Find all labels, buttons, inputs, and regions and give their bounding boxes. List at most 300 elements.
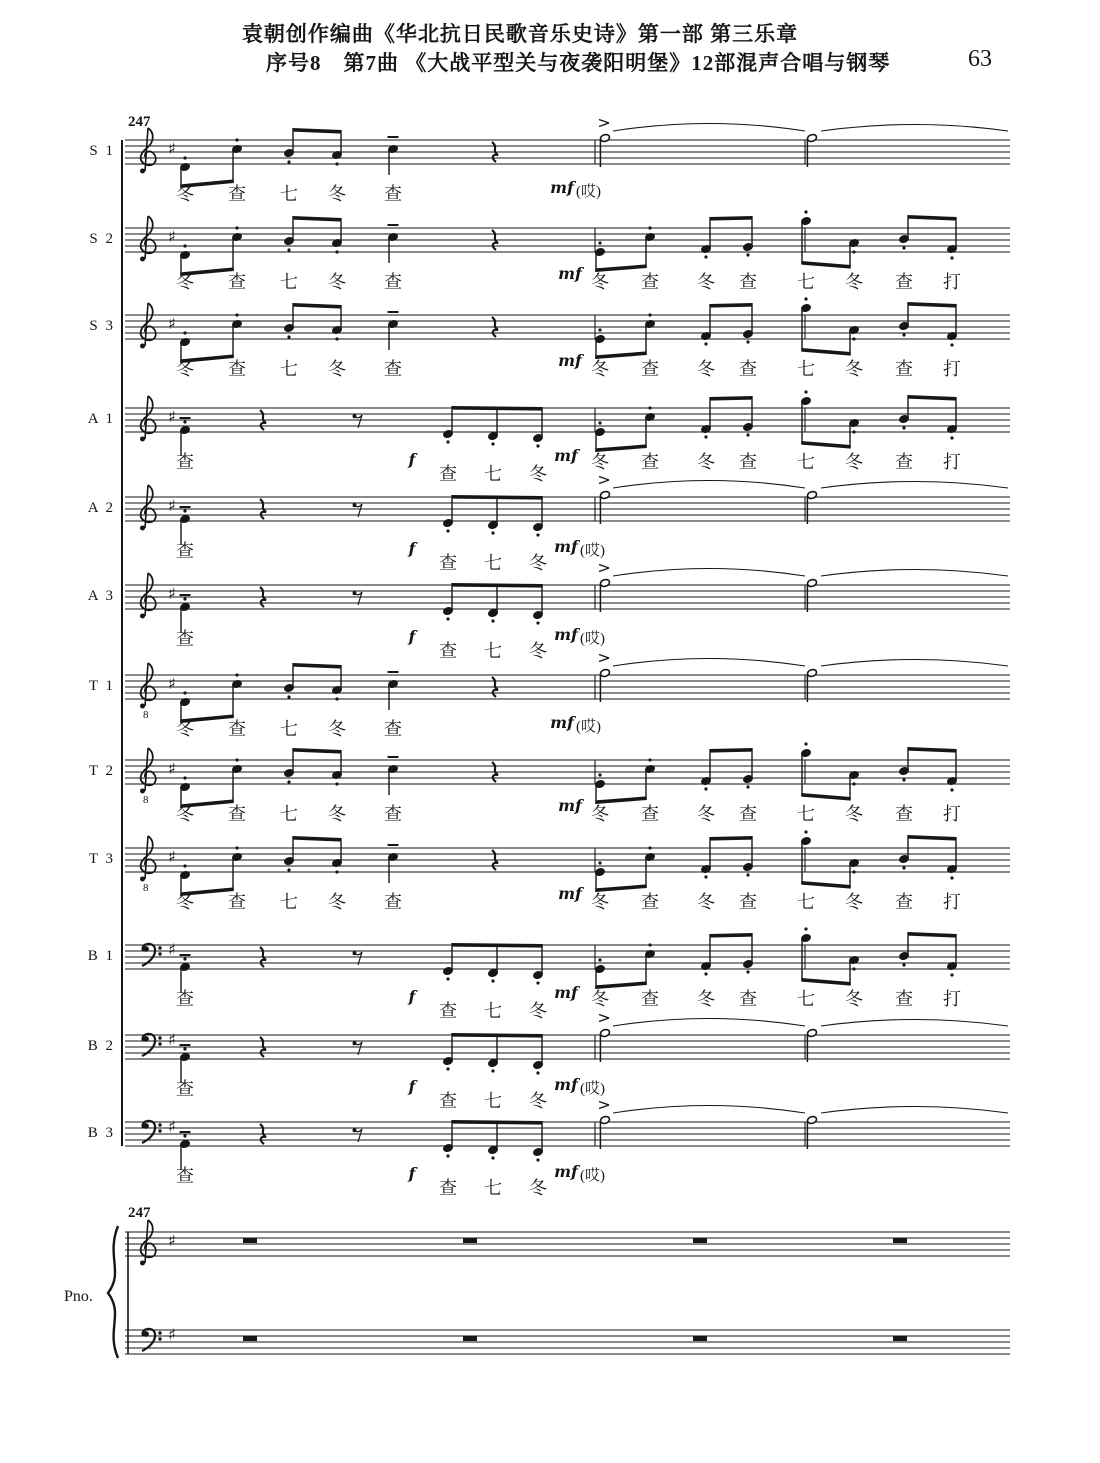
lyric-syllable: 查: [895, 272, 913, 292]
staccato-dot: [648, 758, 651, 761]
dynamic-mf: mf: [550, 178, 574, 197]
lyric-syllable: 查: [641, 272, 659, 292]
dynamic-ai: (哎): [580, 631, 605, 647]
lyric-syllable: 七: [280, 892, 298, 912]
dynamic-f: f: [408, 987, 416, 1006]
notation-path: [613, 1106, 805, 1114]
lyric-syllable: 查: [176, 541, 194, 561]
dynamic-mf: mf: [554, 625, 578, 644]
lyric-syllable: 冬: [591, 989, 609, 1009]
staccato-dot: [446, 440, 449, 443]
lyric-syllable: 冬: [845, 804, 863, 824]
dynamic-f: f: [408, 450, 416, 469]
staccato-dot: [804, 390, 807, 393]
dynamic-mf: mf: [554, 446, 578, 465]
lyric-syllable: 冬: [697, 359, 715, 379]
lyric-syllable: 查: [228, 359, 246, 379]
staccato-dot: [491, 1069, 494, 1072]
lyric-syllable: 七: [797, 804, 815, 824]
whole-rest: [893, 1336, 907, 1341]
staccato-dot: [287, 248, 290, 251]
beam: [709, 303, 752, 308]
beam: [907, 215, 956, 221]
half-notehead: [807, 490, 818, 499]
voice-label: S 2: [89, 231, 115, 247]
staccato-dot: [746, 970, 749, 973]
lyric-syllable: 七: [484, 641, 502, 661]
voice-label: B 2: [87, 1038, 115, 1054]
notation-path: [613, 659, 805, 667]
lyric-syllable: 打: [943, 272, 961, 292]
whole-rest: [893, 1238, 907, 1243]
staccato-dot: [287, 868, 290, 871]
octave-8: 8: [143, 709, 149, 721]
staccato-dot: [183, 420, 186, 423]
lyric-syllable: 七: [280, 719, 298, 739]
staccato-dot: [902, 866, 905, 869]
half-notehead: [807, 578, 818, 587]
lyric-syllable: 七: [484, 1091, 502, 1111]
staccato-dot: [704, 787, 707, 790]
beam: [709, 933, 752, 938]
beam: [451, 406, 542, 411]
lyric-syllable: 打: [943, 989, 961, 1009]
staff-line: [599, 1102, 609, 1106]
lyric-syllable: 冬: [845, 452, 863, 472]
bass-clef-dot: [158, 952, 161, 955]
beam: [907, 747, 956, 753]
staccato-dot: [235, 313, 238, 316]
beam: [451, 583, 542, 588]
beam: [907, 932, 956, 938]
lyric-syllable: 冬: [591, 892, 609, 912]
staccato-dot: [183, 331, 186, 334]
lyric-syllable: 冬: [529, 1178, 547, 1198]
lyric-syllable: 冬: [328, 892, 346, 912]
lyric-syllable: 七: [484, 464, 502, 484]
lyric-syllable: 冬: [697, 989, 715, 1009]
lyric-syllable: 七: [797, 989, 815, 1009]
half-notehead: [600, 490, 611, 499]
dynamic-mf: mf: [554, 983, 578, 1002]
dynamic-ai: (哎): [580, 543, 605, 559]
lyric-syllable: 查: [641, 804, 659, 824]
staccato-dot: [852, 782, 855, 785]
staccato-dot: [950, 973, 953, 976]
lyric-syllable: 冬: [176, 272, 194, 292]
staccato-dot: [950, 256, 953, 259]
lyric-syllable: 冬: [176, 184, 194, 204]
bass-clef-dot: [158, 1123, 161, 1126]
lyric-syllable: 冬: [529, 641, 547, 661]
half-notehead: [600, 578, 611, 587]
staccato-dot: [598, 241, 601, 244]
staccato-dot: [950, 343, 953, 346]
staccato-dot: [287, 695, 290, 698]
staccato-dot: [183, 1047, 186, 1050]
lyric-syllable: 查: [228, 272, 246, 292]
staccato-dot: [335, 337, 338, 340]
notation-path: [613, 1019, 805, 1027]
score-title-line2: 序号8 第7曲 《大战平型关与夜袭阳明堡》12部混声合唱与钢琴: [266, 51, 891, 75]
score-title-line1: 袁朝创作编曲《华北抗日民歌音乐史诗》第一部 第三乐章: [241, 22, 799, 46]
staccato-dot: [704, 875, 707, 878]
whole-rest: [693, 1238, 707, 1243]
bass-clef-dot: [158, 1331, 161, 1334]
lyric-syllable: 查: [439, 1178, 457, 1198]
staccato-dot: [704, 255, 707, 258]
notation-path: [613, 569, 805, 577]
lyric-syllable: 查: [895, 359, 913, 379]
bass-clef-dot: [158, 1129, 161, 1132]
staccato-dot: [902, 246, 905, 249]
lyric-syllable: 七: [484, 1178, 502, 1198]
lyric-syllable: 冬: [176, 804, 194, 824]
dynamic-f: f: [408, 627, 416, 646]
staff-line: [599, 1015, 609, 1019]
lyric-syllable: 查: [739, 892, 757, 912]
lyric-syllable: 打: [943, 359, 961, 379]
lyric-syllable: 查: [176, 989, 194, 1009]
beam: [451, 1120, 542, 1125]
lyric-syllable: 查: [384, 892, 402, 912]
dynamic-mf: mf: [558, 796, 582, 815]
staff-line: [599, 655, 609, 659]
key-signature-sharp: ♯: [168, 227, 176, 246]
staccato-dot: [491, 531, 494, 534]
beam: [709, 748, 752, 753]
staccato-dot: [446, 1067, 449, 1070]
staccato-dot: [491, 442, 494, 445]
lyric-syllable: 冬: [697, 804, 715, 824]
staccato-dot: [335, 162, 338, 165]
staff-line: [599, 1105, 609, 1109]
lyric-syllable: 七: [797, 359, 815, 379]
lyric-syllable: 冬: [328, 272, 346, 292]
lyric-syllable: 查: [439, 641, 457, 661]
dynamic-mf: mf: [554, 1075, 578, 1094]
staccato-dot: [446, 977, 449, 980]
staccato-dot: [235, 138, 238, 141]
dynamic-mf: mf: [550, 713, 574, 732]
notation-path: [821, 660, 1008, 667]
half-notehead: [807, 668, 818, 677]
voice-label: T 2: [88, 763, 115, 779]
notation-path: [821, 1107, 1008, 1114]
lyric-syllable: 查: [739, 359, 757, 379]
bass-clef-dot: [158, 1042, 161, 1045]
staccato-dot: [950, 876, 953, 879]
lyric-syllable: 查: [384, 272, 402, 292]
voice-label: A 1: [87, 411, 115, 427]
lyric-syllable: 冬: [176, 892, 194, 912]
staccato-dot: [902, 963, 905, 966]
staccato-dot: [287, 780, 290, 783]
staff-line: [599, 480, 609, 484]
treble-clef-hook: [140, 614, 145, 619]
notation-path: [821, 570, 1008, 577]
half-notehead: [600, 668, 611, 677]
lyric-syllable: 冬: [845, 892, 863, 912]
dynamic-ai: (哎): [580, 1081, 605, 1097]
staccato-dot: [446, 1154, 449, 1157]
key-signature-sharp: ♯: [168, 1030, 176, 1049]
treble-clef-hook: [140, 1261, 145, 1266]
lyric-syllable: 七: [484, 1001, 502, 1021]
voice-label: B 3: [87, 1125, 115, 1141]
dynamic-mf: mf: [554, 537, 578, 556]
octave-8: 8: [143, 882, 149, 894]
half-notehead: [600, 1115, 611, 1124]
lyric-syllable: 查: [228, 184, 246, 204]
lyric-syllable: 冬: [529, 1001, 547, 1021]
staccato-dot: [446, 529, 449, 532]
staff-line: [599, 477, 609, 481]
lyric-syllable: 查: [895, 452, 913, 472]
lyric-syllable: 冬: [845, 359, 863, 379]
staccato-dot: [902, 778, 905, 781]
staff-line: [599, 565, 609, 569]
staccato-dot: [491, 1156, 494, 1159]
whole-rest: [463, 1336, 477, 1341]
beam: [451, 1033, 542, 1038]
lyric-syllable: 查: [384, 184, 402, 204]
page-number: 63: [968, 46, 992, 72]
beam: [292, 663, 341, 669]
lyric-syllable: 七: [484, 553, 502, 573]
key-signature-sharp: ♯: [168, 314, 176, 333]
lyric-syllable: 冬: [591, 452, 609, 472]
lyric-syllable: 七: [797, 452, 815, 472]
staccato-dot: [235, 758, 238, 761]
staccato-dot: [235, 226, 238, 229]
staccato-dot: [902, 333, 905, 336]
staccato-dot: [804, 297, 807, 300]
lyric-syllable: 查: [176, 452, 194, 472]
staff-line: [599, 658, 609, 662]
dynamic-ai: (哎): [576, 719, 601, 735]
key-signature-sharp: ♯: [168, 139, 176, 158]
beam: [907, 835, 956, 841]
piano-label: Pno.: [64, 1288, 93, 1305]
staccato-dot: [598, 421, 601, 424]
lyric-syllable: 冬: [328, 804, 346, 824]
staccato-dot: [852, 250, 855, 253]
key-signature-sharp: ♯: [168, 584, 176, 603]
piano-measure-number: 247: [128, 1205, 151, 1221]
lyric-syllable: 七: [797, 892, 815, 912]
dynamic-f: f: [408, 539, 416, 558]
lyric-syllable: 冬: [697, 272, 715, 292]
beam: [292, 216, 341, 222]
notation-path: [613, 124, 805, 132]
lyric-syllable: 查: [895, 892, 913, 912]
staff-line: [599, 1018, 609, 1022]
lyric-syllable: 冬: [176, 719, 194, 739]
staccato-dot: [183, 156, 186, 159]
lyric-syllable: 查: [176, 1079, 194, 1099]
dynamic-mf: mf: [554, 1162, 578, 1181]
staccato-dot: [902, 426, 905, 429]
staccato-dot: [536, 1071, 539, 1074]
lyric-syllable: 查: [895, 989, 913, 1009]
notation-path: [821, 125, 1008, 132]
staccato-dot: [950, 436, 953, 439]
voice-label: A 3: [87, 588, 115, 604]
half-notehead: [807, 133, 818, 142]
staccato-dot: [648, 226, 651, 229]
lyric-syllable: 查: [228, 719, 246, 739]
voice-label: B 1: [87, 948, 115, 964]
lyric-syllable: 冬: [328, 359, 346, 379]
lyric-syllable: 查: [176, 1166, 194, 1186]
staccato-dot: [746, 253, 749, 256]
staccato-dot: [746, 340, 749, 343]
staccato-dot: [491, 979, 494, 982]
dynamic-ai: (哎): [576, 184, 601, 200]
staccato-dot: [746, 873, 749, 876]
key-signature-sharp: ♯: [168, 940, 176, 959]
lyric-syllable: 冬: [328, 184, 346, 204]
staccato-dot: [950, 788, 953, 791]
lyric-syllable: 查: [439, 553, 457, 573]
lyric-syllable: 查: [641, 452, 659, 472]
staccato-dot: [183, 1134, 186, 1137]
beam: [292, 303, 341, 309]
lyric-syllable: 七: [280, 184, 298, 204]
half-notehead: [807, 1115, 818, 1124]
lyric-syllable: 查: [384, 719, 402, 739]
staccato-dot: [183, 597, 186, 600]
notation-path: [108, 1226, 118, 1358]
lyric-syllable: 冬: [176, 359, 194, 379]
voice-label: T 1: [88, 678, 115, 694]
staccato-dot: [491, 619, 494, 622]
lyric-syllable: 冬: [845, 989, 863, 1009]
lyric-syllable: 冬: [529, 464, 547, 484]
whole-rest: [243, 1238, 257, 1243]
staccato-dot: [852, 967, 855, 970]
dynamic-f: f: [408, 1077, 416, 1096]
treble-clef-hook: [140, 704, 145, 709]
dynamic-mf: mf: [558, 884, 582, 903]
staccato-dot: [536, 621, 539, 624]
treble-clef-hook: [140, 789, 145, 794]
dynamic-mf: mf: [558, 264, 582, 283]
staccato-dot: [648, 406, 651, 409]
lyric-syllable: 查: [641, 989, 659, 1009]
lyric-syllable: 打: [943, 452, 961, 472]
staccato-dot: [648, 313, 651, 316]
half-notehead: [600, 133, 611, 142]
staccato-dot: [183, 244, 186, 247]
key-signature-sharp: ♯: [168, 1231, 176, 1250]
lyric-syllable: 冬: [529, 553, 547, 573]
lyric-syllable: 查: [439, 1091, 457, 1111]
dynamic-ai: (哎): [580, 1168, 605, 1184]
staccato-dot: [804, 830, 807, 833]
staccato-dot: [704, 435, 707, 438]
key-signature-sharp: ♯: [168, 847, 176, 866]
beam: [292, 836, 341, 842]
beam: [292, 128, 341, 134]
beam: [451, 495, 542, 500]
staccato-dot: [335, 870, 338, 873]
lyric-syllable: 七: [797, 272, 815, 292]
lyric-syllable: 查: [384, 359, 402, 379]
lyric-syllable: 七: [280, 359, 298, 379]
staccato-dot: [335, 697, 338, 700]
staccato-dot: [804, 927, 807, 930]
beam: [292, 748, 341, 754]
voice-label: S 3: [89, 318, 115, 334]
bass-clef-dot: [158, 946, 161, 949]
staccato-dot: [235, 846, 238, 849]
beam: [907, 395, 956, 401]
staccato-dot: [598, 328, 601, 331]
measure-number: 247: [128, 114, 151, 130]
staccato-dot: [852, 337, 855, 340]
bass-clef-dot: [158, 1036, 161, 1039]
bass-clef-dot: [158, 1337, 161, 1340]
lyric-syllable: 查: [739, 989, 757, 1009]
lyric-syllable: 冬: [591, 804, 609, 824]
beam: [709, 396, 752, 401]
staff-line: [599, 568, 609, 572]
treble-clef-hook: [140, 344, 145, 349]
half-notehead: [600, 1028, 611, 1037]
half-notehead: [807, 1028, 818, 1037]
lyric-syllable: 冬: [845, 272, 863, 292]
staccato-dot: [183, 776, 186, 779]
notation-path: [613, 481, 805, 489]
staccato-dot: [598, 861, 601, 864]
key-signature-sharp: ♯: [168, 1117, 176, 1136]
treble-clef-hook: [140, 257, 145, 262]
key-signature-sharp: ♯: [168, 407, 176, 426]
staccato-dot: [598, 773, 601, 776]
lyric-syllable: 冬: [591, 272, 609, 292]
staccato-dot: [852, 870, 855, 873]
staccato-dot: [536, 533, 539, 536]
staccato-dot: [804, 742, 807, 745]
staccato-dot: [183, 957, 186, 960]
lyric-syllable: 冬: [697, 892, 715, 912]
key-signature-sharp: ♯: [168, 759, 176, 778]
treble-clef-hook: [140, 877, 145, 882]
staccato-dot: [335, 782, 338, 785]
treble-clef-hook: [140, 526, 145, 531]
key-signature-sharp: ♯: [168, 496, 176, 515]
staccato-dot: [704, 972, 707, 975]
lyric-syllable: 查: [439, 464, 457, 484]
staff-line: [599, 120, 609, 124]
staccato-dot: [536, 444, 539, 447]
staccato-dot: [287, 335, 290, 338]
lyric-syllable: 查: [641, 892, 659, 912]
lyric-syllable: 查: [384, 804, 402, 824]
lyric-syllable: 查: [176, 629, 194, 649]
octave-8: 8: [143, 794, 149, 806]
voice-label: S 1: [89, 143, 115, 159]
staccato-dot: [852, 430, 855, 433]
staccato-dot: [446, 617, 449, 620]
lyric-syllable: 冬: [328, 719, 346, 739]
beam: [709, 836, 752, 841]
lyric-syllable: 冬: [529, 1091, 547, 1111]
lyric-syllable: 查: [739, 452, 757, 472]
voice-label: A 2: [87, 500, 115, 516]
